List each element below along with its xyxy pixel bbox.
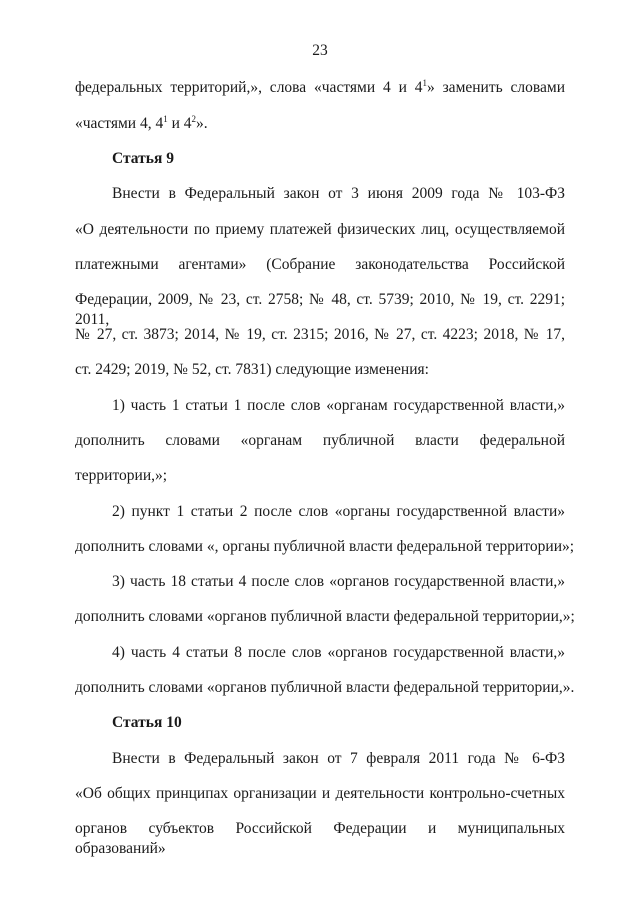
- amendment-item-4: 4) часть 4 статьи 8 после слов «органов государственной власти,»: [112, 644, 565, 661]
- amendment-item-2-continuation: дополнить словами «, органы публичной власти федеральной территории»;: [75, 538, 575, 555]
- article-9-line: Федерации, 2009, № 23, ст. 2758; № 48, ст. 5739; 2010, № 19, ст. 2291; 2011,: [75, 291, 565, 328]
- amendment-item-3-continuation: дополнить словами «органов публичной власти федеральной территории,»;: [75, 608, 575, 625]
- article-10-line: органов субъектов Российской Федерации и муниципальных образований»: [75, 820, 565, 857]
- intro-line-2: «частями 4, $4^1$ и $4^2$».: [75, 114, 208, 132]
- article-9-heading: Статья 9: [112, 150, 174, 167]
- intro-line-1: федеральных территорий,», слова «частями 4 и $4^1$» заменить словами: [75, 78, 565, 96]
- amendment-item-2: 2) пункт 1 статьи 2 после слов «органы государственной власти»: [112, 503, 565, 520]
- article-10-line: Внести в Федеральный закон от 7 февраля 2011 года № 6-ФЗ: [112, 750, 565, 767]
- amendment-item-4-continuation: дополнить словами «органов публичной власти федеральной территории,».: [75, 679, 575, 696]
- article-10-line: «Об общих принципах организации и деятельности контрольно-счетных: [75, 785, 565, 802]
- amendment-item-1: 1) часть 1 статьи 1 после слов «органам государственной власти,»: [112, 397, 565, 414]
- article-9-line: ст. 2429; 2019, № 52, ст. 7831) следующие изменения:: [75, 361, 429, 378]
- article-10-heading: Статья 10: [112, 714, 182, 731]
- article-9-line: Внести в Федеральный закон от 3 июня 2009 года № 103-ФЗ: [112, 185, 565, 202]
- page-number: 23: [312, 42, 328, 59]
- amendment-item-1-continuation: дополнить словами «органам публичной власти федеральной: [75, 432, 565, 449]
- article-9-line: № 27, ст. 3873; 2014, № 19, ст. 2315; 2016, № 27, ст. 4223; 2018, № 17,: [75, 326, 565, 343]
- article-9-line: платежными агентами» (Собрание законодательства Российской: [75, 256, 565, 273]
- article-9-line: «О деятельности по приему платежей физических лиц, осуществляемой: [75, 221, 565, 238]
- amendment-item-3: 3) часть 18 статьи 4 после слов «органов государственной власти,»: [112, 573, 565, 590]
- amendment-item-1-continuation: территории,»;: [75, 467, 168, 484]
